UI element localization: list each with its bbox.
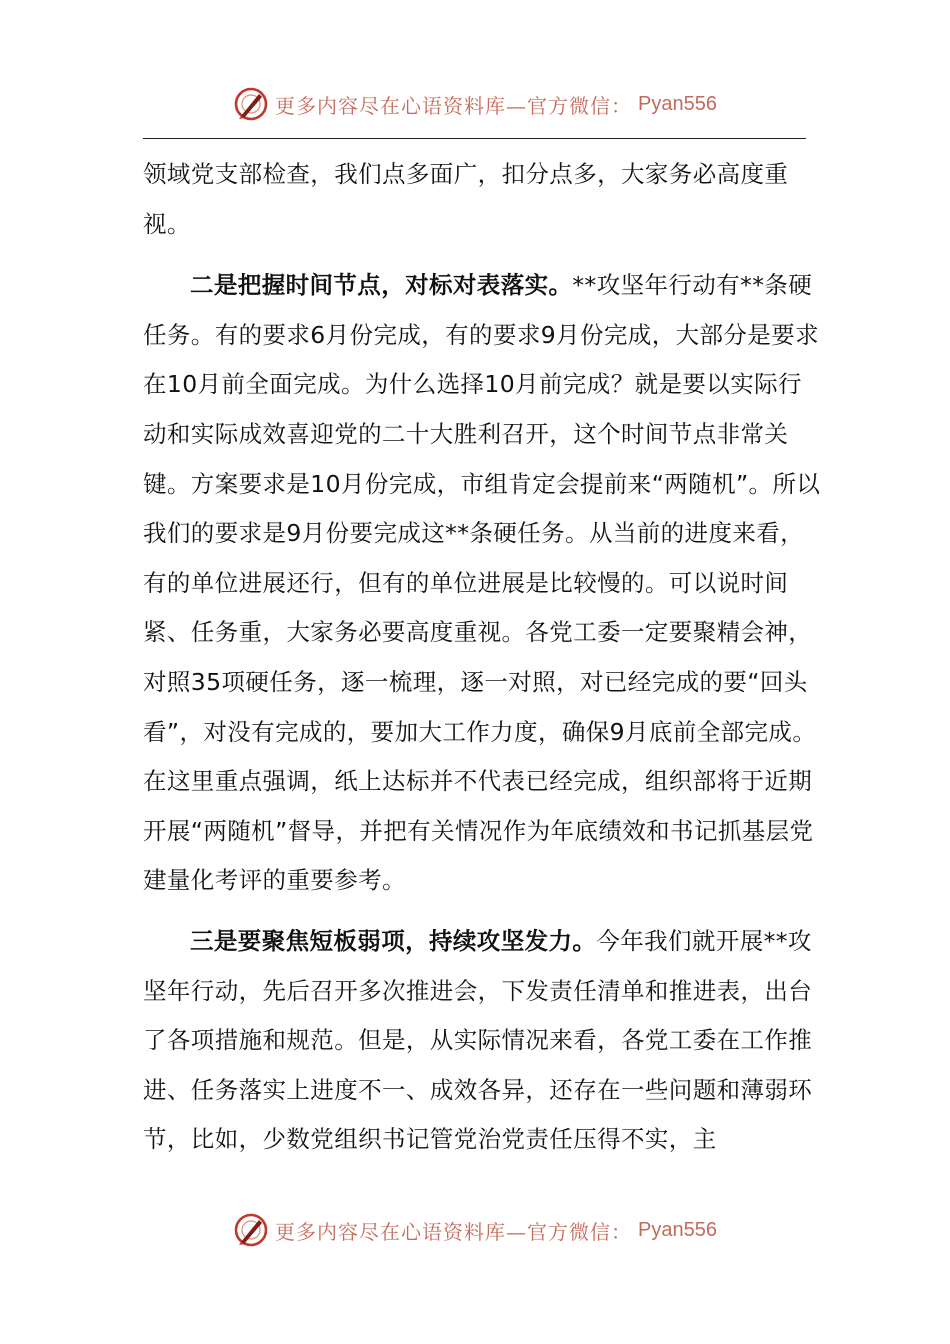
header-divider	[143, 138, 806, 139]
paragraph-weak-points	[143, 917, 823, 1165]
footer-watermark	[0, 1208, 950, 1252]
watermark-wechat-id: Pyan556	[638, 92, 717, 115]
paragraph-text: 领域党支部检查，我们点多面广，扣分点多，大家务必高度重视。	[143, 160, 789, 238]
paragraph-time-nodes	[143, 261, 823, 906]
paragraph-text: 今年我们就开展**攻坚年行动，先后召开多次推进会，下发责任清单和推进表，出台了各项措施和规范。但是，从实际情况来看，各党工委在工作推进、任务落实上进度不一、成效各异，还存在一些问题和薄弱环节，比如，少数党组织书记管党治党责任压得不实，主	[143, 926, 813, 1154]
pen-circle-logo-icon	[233, 1212, 269, 1248]
watermark-text: 更多内容尽在心语资料库—官方微信：	[275, 1219, 633, 1244]
paragraph-text: **攻坚年行动有**条硬任务。有的要求6月份完成，有的要求9月份完成，大部分是要求在10月前全面完成。为什么选择10月前完成？就是要以实际行动和实际成效喜迎党的二十大胜利召开，这个时间节点非常关键。方案要求是10月份完成，市组肯定会提前来“两随机”。所以我们的要求是9月份要完成这**条硬任务。从当前的进度来看，有的单位进展还行，但有的单位进展是比较慢的。可以说时间紧、任务重，大家务必要高度重视。各党工委一定要聚精会神，对照35项硬任务，逐一梳理，逐一对照，对已经完成的要“回头看”，对没有完成的，要加大工作力度，确保9月底前全部完成。在这里重点强调，纸上达标并不代表已经完成，组织部将于近期开展“两随机”督导，并把有关情况作为年底绩效和书记抓基层党建量化考评的重要参考。	[143, 271, 821, 895]
paragraph-heading: 三是要聚焦短板弱项，持续攻坚发力。	[190, 926, 597, 955]
paragraph-continued	[143, 150, 823, 249]
document-body	[143, 150, 823, 1176]
pen-circle-logo-icon	[233, 86, 269, 122]
watermark-text: 更多内容尽在心语资料库—官方微信：	[275, 93, 633, 118]
paragraph-heading: 二是把握时间节点，对标对表落实。	[190, 271, 573, 300]
header-watermark	[0, 82, 950, 126]
watermark-wechat-id: Pyan556	[638, 1218, 717, 1241]
